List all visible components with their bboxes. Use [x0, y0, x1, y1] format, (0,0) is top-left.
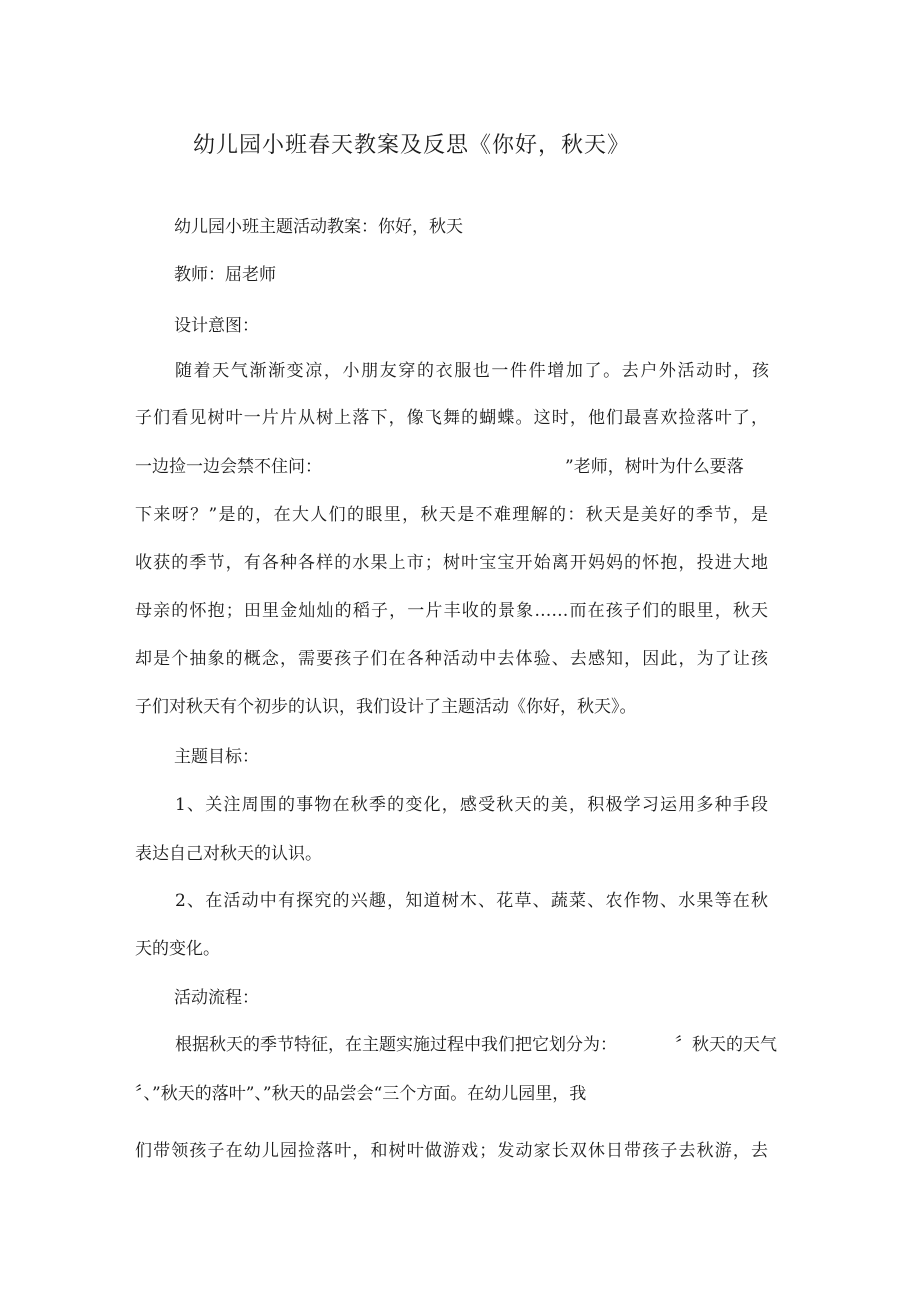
design-line-2: 子们看见树叶一片片从树上落下，像飞舞的蝴蝶。这时，他们最喜欢捡落叶了，	[135, 408, 768, 428]
flow-line-1b: 〞秋天的天气	[675, 1035, 777, 1055]
goal-heading: 主题目标：	[174, 747, 259, 767]
design-line-8: 子们对秋天有个初步的认识，我们设计了主题活动《你好，秋天》。	[135, 697, 637, 717]
design-line-5: 收获的季节，有各种各样的水果上市；树叶宝宝开始离开妈妈的怀抱，投进大地	[135, 553, 768, 573]
design-heading: 设计意图：	[174, 316, 259, 336]
goal-line-2: 表达自己对秋天的认识。	[135, 844, 322, 864]
design-line-6: 母亲的怀抱；田里金灿灿的稻子，一片丰收的景象……而在孩子们的眼里，秋天	[135, 601, 768, 621]
subtitle: 幼儿园小班主题活动教案：你好，秋天	[174, 217, 463, 237]
flow-heading: 活动流程：	[174, 988, 259, 1008]
design-line-3b: ”老师，树叶为什么要落	[565, 457, 744, 477]
design-line-7: 却是个抽象的概念，需要孩子们在各种活动中去体验、去感知，因此，为了让孩	[135, 649, 768, 669]
document-title: 幼儿园小班春天教案及反思《你好，秋天》	[193, 133, 631, 158]
flow-line-1a: 根据秋天的季节特征，在主题实施过程中我们把它划分为：	[175, 1035, 617, 1055]
design-line-1: 随着天气渐渐变凉，小朋友穿的衣服也一件件增加了。去户外活动时，孩	[175, 361, 769, 381]
flow-line-3: 们带领孩子在幼儿园捡落叶，和树叶做游戏；发动家长双休日带孩子去秋游，去	[135, 1141, 768, 1161]
teacher-line: 教师：屈老师	[174, 265, 276, 285]
design-line-3a: 一边捡一边会禁不住问：	[135, 457, 322, 477]
goal-line-1: 1、关注周围的事物在秋季的变化，感受秋天的美，积极学习运用多种手段	[175, 795, 768, 815]
goal-line-4: 天的变化。	[135, 939, 220, 959]
goal-line-3: 2、在活动中有探究的兴趣，知道树木、花草、蔬菜、农作物、水果等在秋	[175, 891, 768, 911]
design-line-4: 下来呀？”是的，在大人们的眼里，秋天是不难理解的：秋天是美好的季节，是	[135, 505, 768, 525]
flow-line-2: 〞、”秋天的落叶”、”秋天的品尝会“三个方面。在幼儿园里，我	[135, 1084, 587, 1104]
